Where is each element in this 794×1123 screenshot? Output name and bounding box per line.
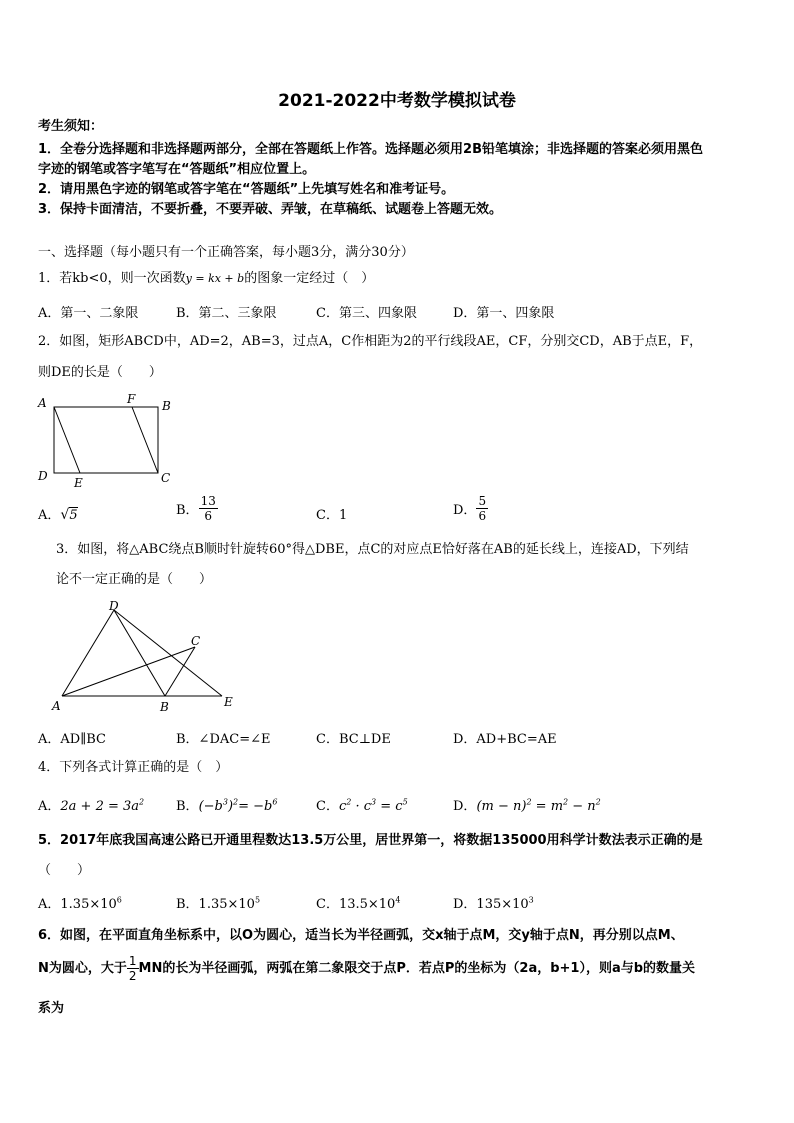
q3-option-a[interactable]: A．AD∥BC [38,732,106,747]
q2-option-d[interactable] [453,494,488,523]
q1-stem-pre: 1．若kb<0，则一次函数 [38,271,186,286]
q4-d-exp2: 2 [563,797,569,807]
q5-option-d[interactable] [453,893,534,912]
q2-option-a-label: A． [38,508,61,523]
q5-option-a-exp: 6 [116,895,122,905]
q5-option-a-text: A．1.35×10 [38,897,117,912]
q4-option-a-exp: 2 [139,797,145,807]
label-e: E [74,476,83,489]
q5-option-b[interactable] [176,893,260,912]
q4-option-c-expr: c [338,799,347,814]
q2-option-d-fraction [476,494,488,523]
question-1 [38,270,374,288]
notice-heading: 考生须知： [38,119,104,134]
label-f: F [127,394,136,406]
q2-option-c[interactable]: C．1 [316,508,348,523]
q6-frac-num: 1 [128,954,137,968]
segment-de [114,610,222,696]
q5-option-d-exp: 3 [528,895,534,905]
q2-option-b[interactable] [176,494,218,523]
q4-d-exp3: 2 [595,797,601,807]
q5-option-d-text: D．135×10 [453,897,529,912]
q2-stem-line2: 则DE的长是（ ） [38,365,162,380]
q1-option-b[interactable]: B．第二、三象限 [176,306,277,321]
q2-option-a-value: 5 [69,508,78,523]
label-b: B [162,399,171,413]
segment-cf [132,407,158,473]
q4-option-c-label: C． [316,799,339,814]
q5-option-a[interactable] [38,893,122,912]
section-heading: 一、选择题（每小题只有一个正确答案，每小题3分，满分30分） [38,245,414,260]
notice-line-3: 2．请用黑色字迹的钢笔或答字笔在“答题纸”上先填写姓名和准考证号。 [38,182,455,197]
page-title: 2021-2022中考数学模拟试卷 [278,91,516,111]
segment-ac [62,647,195,696]
q1-stem-post: 的图象一定经过（ ） [244,271,375,286]
q4-d-exp1: 2 [526,797,532,807]
q6-fraction [127,954,139,983]
label-a: A [38,396,47,410]
q1-option-a[interactable]: A．第一、二象限 [38,306,139,321]
q3-option-d[interactable]: D．AD+BC=AE [453,732,557,747]
q5-option-c-text: C．13.5×10 [316,897,396,912]
q4-c-exp1: 2 [346,797,352,807]
q4-option-a-label: A． [38,799,61,814]
q2-stem-line1: 2．如图，矩形ABCD中，AD=2，AB=3，过点A，C作相距为2的平行线段AE，CF，分别交CD，AB于点E，F， [38,334,703,349]
q4-b-exp1: 3 [222,797,228,807]
q5-option-c[interactable] [316,893,400,912]
q2-option-a[interactable] [38,504,78,523]
q5-stem-line1: 5．2017年底我国高速公路已开通里程数达13.5万公里，居世界第一，将数据135000用科学计数法表示正确的是 [38,833,703,848]
q6-frac-den: 2 [128,969,137,983]
label-a: A [52,699,61,713]
q4-option-c[interactable] [316,795,408,814]
label-b: B [160,700,169,714]
q2-option-d-numerator: 5 [478,494,487,508]
q2-option-d-label: D． [453,503,477,518]
q4-c-mid: · c [351,799,372,814]
segment-ae [54,407,80,473]
q2-option-d-denominator: 6 [478,509,487,523]
q4-option-d-label: D． [453,799,477,814]
segment-ad [62,610,114,696]
q6-line2-pre: N为圆心，大于 [38,961,127,976]
q6-stem-line2 [38,952,695,986]
notice-line-1: 1．全卷分选择题和非选择题两部分，全部在答题纸上作答。选择题必须用2B铅笔填涂；非选择题的答案必须用黑色 [38,142,704,157]
label-d: D [109,599,119,613]
q2-option-b-fraction [199,494,218,523]
q4-c-rhs: = c [376,799,403,814]
q2-option-b-label: B． [176,503,199,518]
q3-stem-line2: 论不一定正确的是（ ） [56,572,213,587]
q5-option-b-exp: 5 [254,895,261,905]
q4-option-b[interactable] [176,795,277,814]
q1-option-d[interactable]: D．第一、四象限 [453,306,555,321]
q6-stem-line1: 6．如图，在平面直角坐标系中，以O为圆心，适当长为半径画弧，交x轴于点M，交y轴于点N，再分别以点M、 [38,928,684,943]
q2-option-b-numerator: 13 [200,494,216,508]
q4-option-a[interactable] [38,795,144,814]
q4-c-exp3: 5 [402,797,408,807]
q4-b-rhs: = −b [238,799,273,814]
notice-line-2: 字迹的钢笔或答字笔写在“答题纸”相应位置上。 [38,162,316,177]
q4-option-b-expr: (−b [198,799,223,814]
q6-stem-line3: 系为 [38,1001,65,1016]
q5-option-b-text: B．1.35×10 [176,897,255,912]
label-c: C [161,471,171,485]
sqrt-symbol: √ [60,507,70,523]
notice-line-4: 3．保持卡面清洁，不要折叠，不要弄破、弄皱，在草稿纸、试题卷上答题无效。 [38,202,503,217]
q4-b-exp2: 2 [233,797,239,807]
q1-formula: y = kx + b [185,272,245,285]
q3-stem-line1: 3．如图，将△ABC绕点B顺时针旋转60°得△DBE，点C的对应点E恰好落在AB的延长线上，连接AD，下列结 [56,542,689,557]
q2-option-b-denominator: 6 [204,509,213,523]
q4-d-mid: = m [531,799,564,814]
q4-option-d-expr: (m − n) [476,799,527,814]
q3-option-b[interactable]: B．∠DAC=∠E [176,732,271,747]
label-c: C [191,634,201,648]
segment-db [114,610,165,696]
q4-d-rhs: − n [568,799,596,814]
q4-b-exp3: 6 [272,797,278,807]
q6-line2-post: MN的长为半径画弧，两弧在第二象限交于点P．若点P的坐标为（2a，b+1），则a与b的数量关 [138,961,696,976]
q3-figure-triangles [48,598,244,716]
rectangle-abcd [54,407,158,473]
label-d: D [38,469,48,483]
q4-stem: 4．下列各式计算正确的是（ ） [38,760,229,775]
q1-option-c[interactable]: C．第三、四象限 [316,306,417,321]
q3-option-c[interactable]: C．BC⊥DE [316,732,391,747]
q2-figure-rectangle [34,394,184,489]
q5-option-c-exp: 4 [395,895,401,905]
label-e: E [224,695,233,709]
q4-b-paren: ) [227,799,234,814]
q4-option-a-expr: 2a + 2 = 3a [60,799,140,814]
q5-stem-line2: （ ） [38,863,91,878]
q4-option-b-label: B． [176,799,199,814]
q4-c-exp2: 3 [371,797,377,807]
q4-option-d[interactable] [453,795,601,814]
